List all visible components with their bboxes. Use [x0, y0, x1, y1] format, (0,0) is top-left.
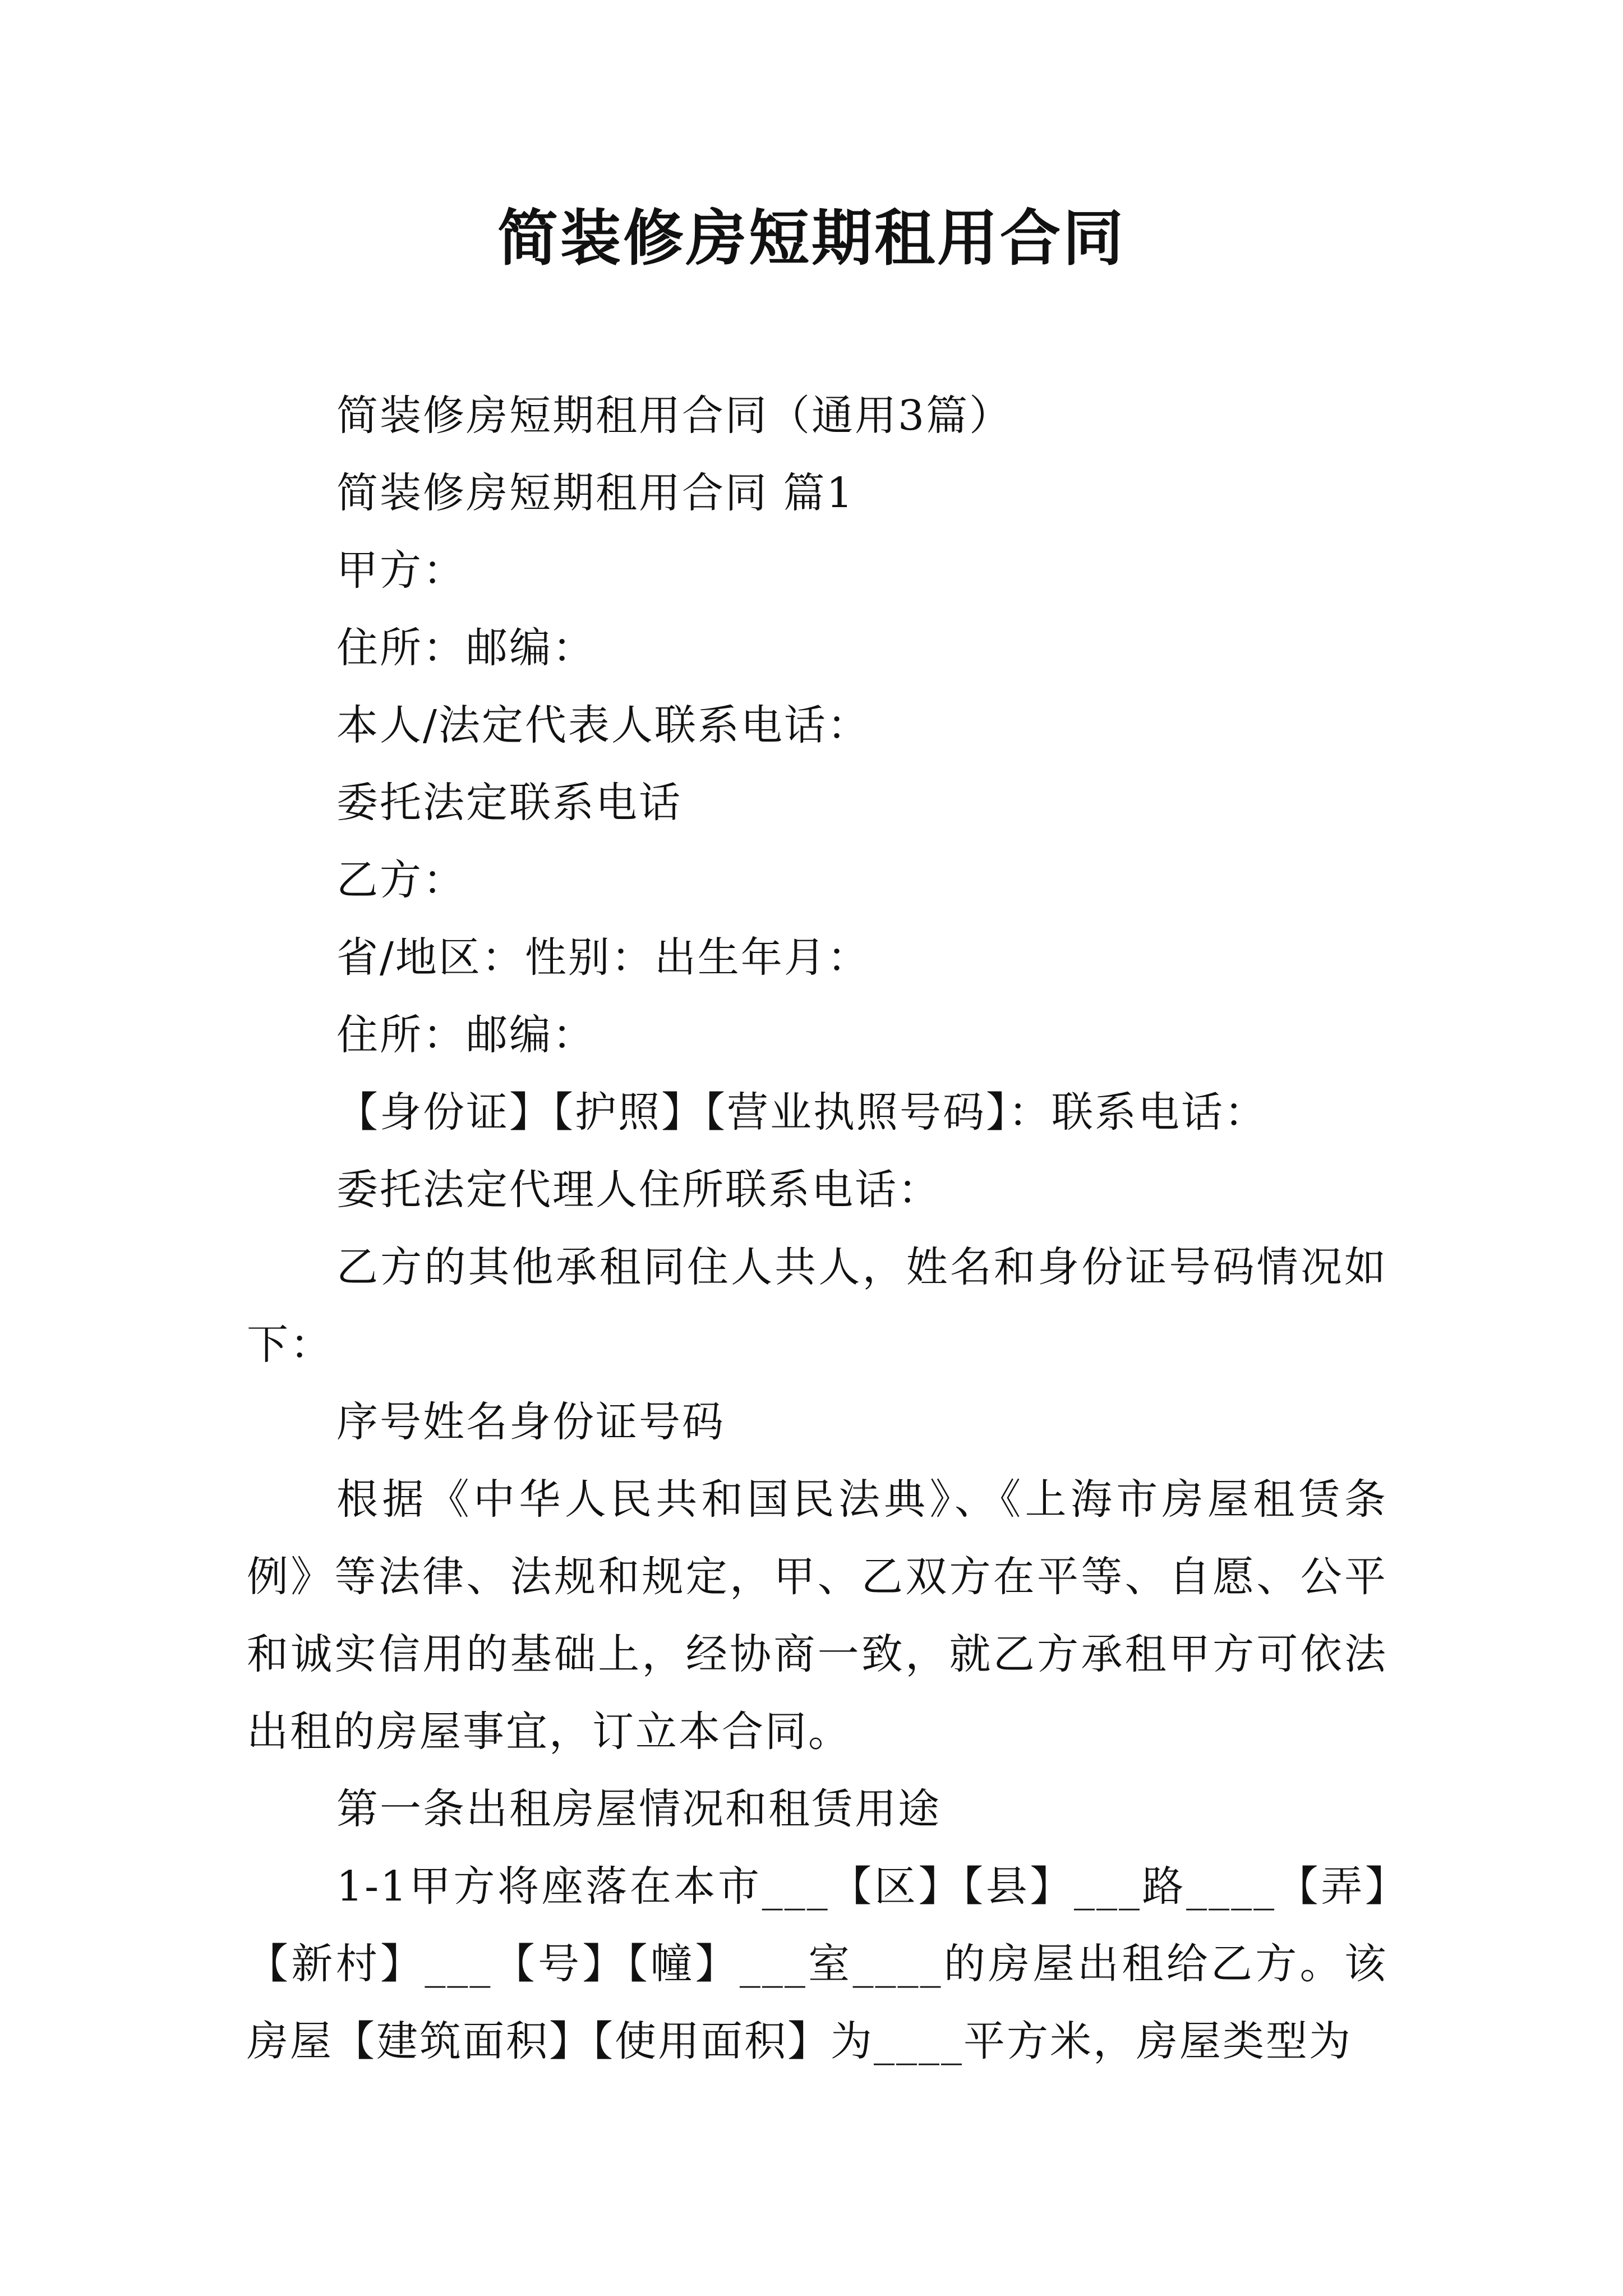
paragraph-party-b-agent: 委托法定代理人住所联系电话： [336, 1166, 941, 1214]
paragraph-cotenants: 乙方的其他承租同住人共人，姓名和身份证号码情况如下： [247, 1243, 1387, 1369]
paragraph-party-b-id: 【身份证】【护照】【营业执照号码】：联系电话： [336, 1088, 1267, 1137]
paragraph-party-a-agent: 委托法定联系电话 [336, 779, 682, 827]
paragraph-cotenant-table-header: 序号姓名身份证号码 [336, 1398, 725, 1446]
paragraph-article-1-heading: 第一条出租房屋情况和租赁用途 [336, 1785, 941, 1833]
paragraph-subtitle: 简装修房短期租用合同（通用3篇） [336, 392, 1013, 440]
paragraph-party-b-address: 住所：邮编： [336, 1011, 596, 1059]
document-title: 简装修房短期租用合同 [497, 203, 1126, 274]
paragraph-party-b-info: 省/地区：性别：出生年月： [336, 933, 870, 982]
document-body [247, 377, 1387, 2080]
paragraph-legal-basis: 根据《中华人民共和国民法典》、《上海市房屋租赁条例》等法律、法规和规定，甲、乙双方在平等、自愿、公平和诚实信用的基础上，经协商一致，就乙方承租甲方可依法出租的房屋事宜，订立本合同。 [247, 1475, 1387, 1756]
paragraph-party-a: 甲方： [336, 546, 466, 595]
paragraph-party-b: 乙方： [336, 856, 466, 904]
paragraph-party-a-address: 住所：邮编： [336, 624, 596, 672]
paragraph-article-1-1: 1-1甲方将座落在本市___【区】【县】___路____【弄】【新村】___【号】【幢】___室____的房屋出租给乙方。该房屋【建筑面积】【使用面积】为____平方米，房屋类型为 [247, 1862, 1387, 2065]
paragraph-party-a-phone: 本人/法定代表人联系电话： [336, 701, 870, 749]
paragraph-section-heading: 简装修房短期租用合同 篇1 [336, 469, 855, 517]
